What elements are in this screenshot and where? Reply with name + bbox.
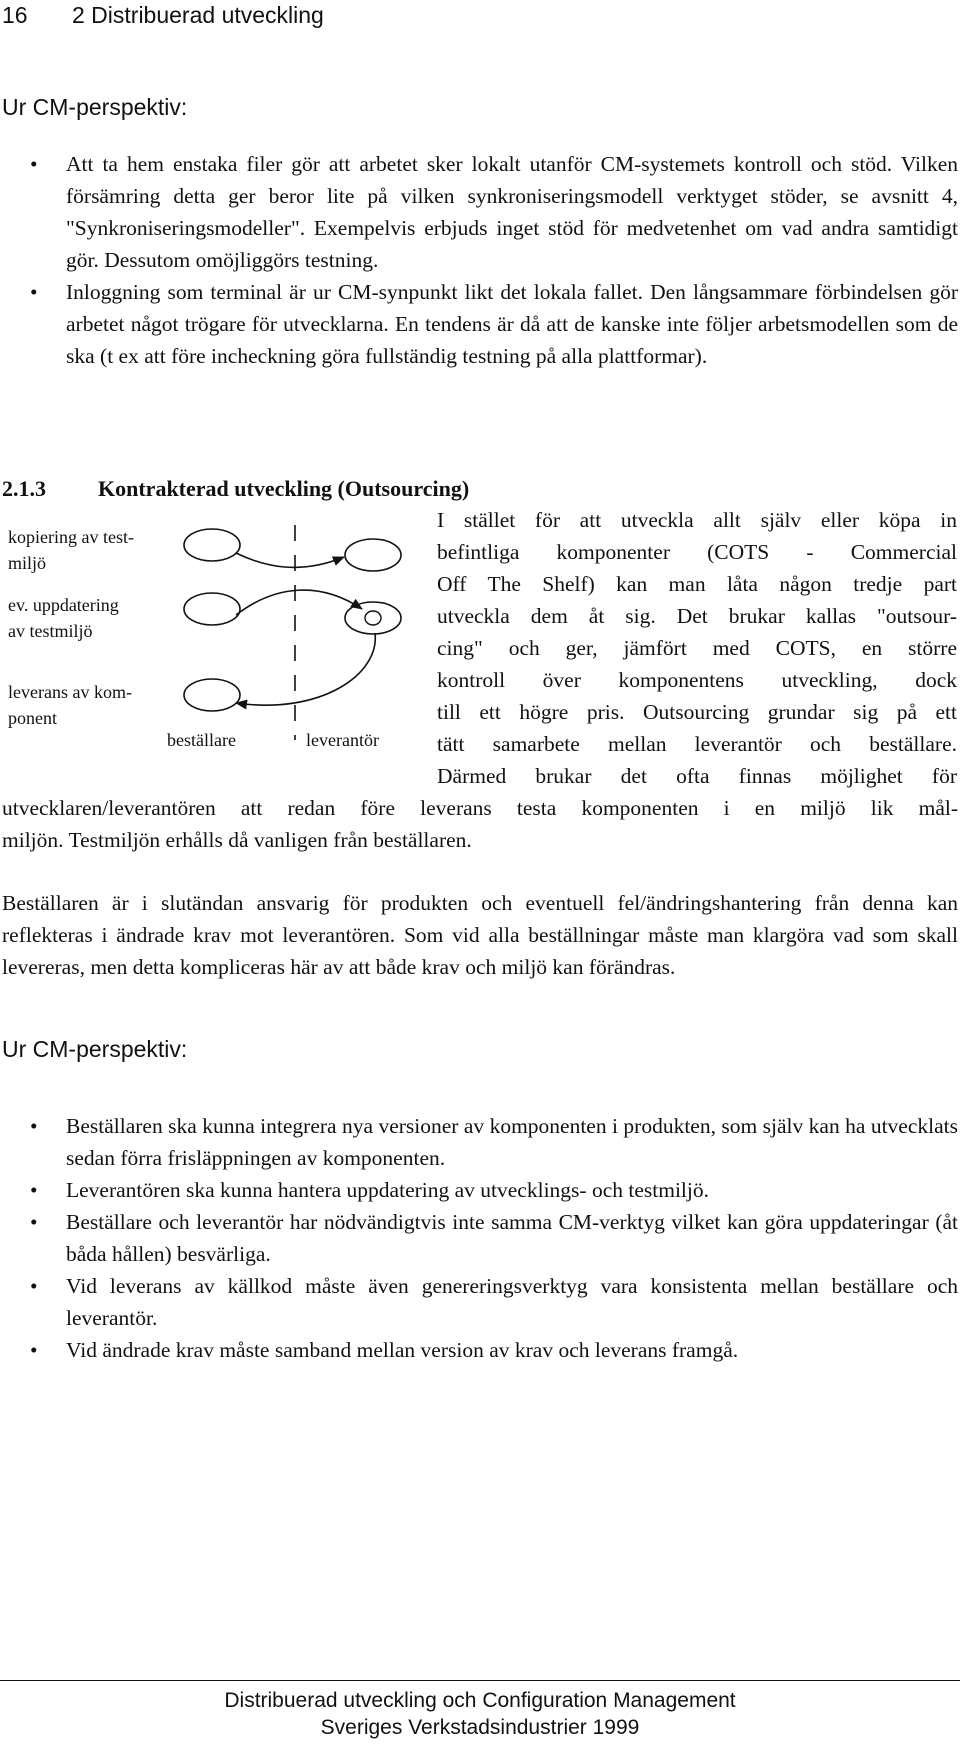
delivery-arrow xyxy=(236,633,375,705)
update-arrow xyxy=(236,590,362,615)
orderer-node-2 xyxy=(184,593,240,625)
supplier-node-1 xyxy=(345,539,401,571)
list-item: • Beställaren ska kunna integrera nya versioner av komponenten i produkten, som själv kan ha utvecklats sedan förra frisläppningen av komponenten. xyxy=(0,1110,960,1174)
list-item: • Vid leverans av källkod måste även genereringsverktyg vara konsistenta mellan beställare och leverantör. xyxy=(0,1270,960,1334)
intro-paragraph-wrapped: I stället för att utveckla allt själv eller köpa in befintliga komponenter (COTS - Commercial Off The Shelf) kan man låta någon tredje part utveckla dem åt sig. Det brukar kallas "outsour- cing" och ger, jämfört med COTS, en större kontroll över komponentens utveckling, dock till ett högre pris. Outsourcing grundar sig på ett tätt samarbete mellan leverantör och beställare. Därmed brukar det ofta finnas möjlighet för xyxy=(437,508,957,788)
bullet-icon: • xyxy=(30,1114,38,1138)
list-item: • Att ta hem enstaka filer gör att arbetet sker lokalt utanför CM-systemets kontroll och stöd. Vilken försämring detta ger beror lite på vilken synkroniseringsmodell verktyget stöder, se avsnitt 4, "Synkroniseringsmodeller". Exempelvis erbjuds inget stöd för medvetenhet om vad andra samtidigt gör. Dessutom omöjliggörs testning. xyxy=(0,148,960,276)
footer-line-1: Distribuerad utveckling och Configuration Management xyxy=(224,1689,736,1712)
section-title: Kontrakterad utveckling (Outsourcing) xyxy=(98,476,470,501)
supplier-node-2 xyxy=(345,602,401,634)
list-item: • Beställare och leverantör har nödvändigtvis inte samma CM-verktyg vilket kan göra uppdateringar (åt båda hållen) besvärliga. xyxy=(0,1206,960,1270)
bullet-list-2 xyxy=(0,1110,960,1366)
bullet-icon: • xyxy=(30,1338,38,1362)
orderer-label: beställare xyxy=(167,730,236,750)
bullet-icon: • xyxy=(30,280,38,304)
intro-paragraph-continued: utvecklaren/leverantören att redan före leverans testa komponenten i en miljö lik mål- miljön. Testmiljön erhålls då vanligen från beställaren. xyxy=(2,796,958,852)
orderer-node-3 xyxy=(184,679,240,711)
orderer-node-1 xyxy=(184,529,240,561)
supplier-node-2-inner xyxy=(365,611,381,625)
chapter-title: 2 Distribuerad utveckling xyxy=(72,2,324,28)
diagram-label-copy: kopiering av test- miljö xyxy=(8,527,134,573)
supplier-label: leverantör xyxy=(306,730,379,750)
bullet-icon: • xyxy=(30,1178,38,1202)
copy-arrow xyxy=(236,553,344,567)
cm-perspective-heading-1: Ur CM-perspektiv: xyxy=(2,94,188,120)
bullet-list-1 xyxy=(0,148,960,372)
list-item: • Leverantören ska kunna hantera uppdatering av utvecklings- och testmiljö. xyxy=(0,1174,960,1206)
page-number: 16 xyxy=(2,2,28,28)
bullet-icon: • xyxy=(30,1274,38,1298)
section-number: 2.1.3 xyxy=(2,476,46,501)
diagram-graphic xyxy=(0,515,430,765)
bullet-icon: • xyxy=(30,152,38,176)
footer-rule xyxy=(0,1680,960,1681)
running-header xyxy=(2,2,324,29)
cm-perspective-heading-2: Ur CM-perspektiv: xyxy=(2,1036,188,1062)
outsourcing-diagram xyxy=(0,515,430,765)
bullet-icon: • xyxy=(30,1210,38,1234)
list-item: • Vid ändrade krav måste samband mellan version av krav och leverans framgå. xyxy=(0,1334,960,1366)
footer-line-2: Sveriges Verkstadsindustrier 1999 xyxy=(320,1716,640,1739)
list-item: • Inloggning som terminal är ur CM-synpunkt likt det lokala fallet. Den långsammare förbindelsen gör arbetet något trögare för utvecklarna. En tendens är då att de kanske inte följer arbetsmodellen som de ska (t ex att före incheckning göra fullständig testning på alla plattformar). xyxy=(0,276,960,372)
responsibility-paragraph: Beställaren är i slutändan ansvarig för produkten och eventuell fel/ändringshantering från denna kan reflekteras i ändrade krav mot leverantören. Som vid alla beställningar måste man klargöra vad som skall levereras, men detta kompliceras här av att både krav och miljö kan förändras. xyxy=(2,891,958,979)
diagram-label-delivery: leverans av kom- ponent xyxy=(8,682,132,728)
section-heading xyxy=(2,476,469,502)
diagram-label-update: ev. uppdatering av testmiljö xyxy=(8,595,119,641)
